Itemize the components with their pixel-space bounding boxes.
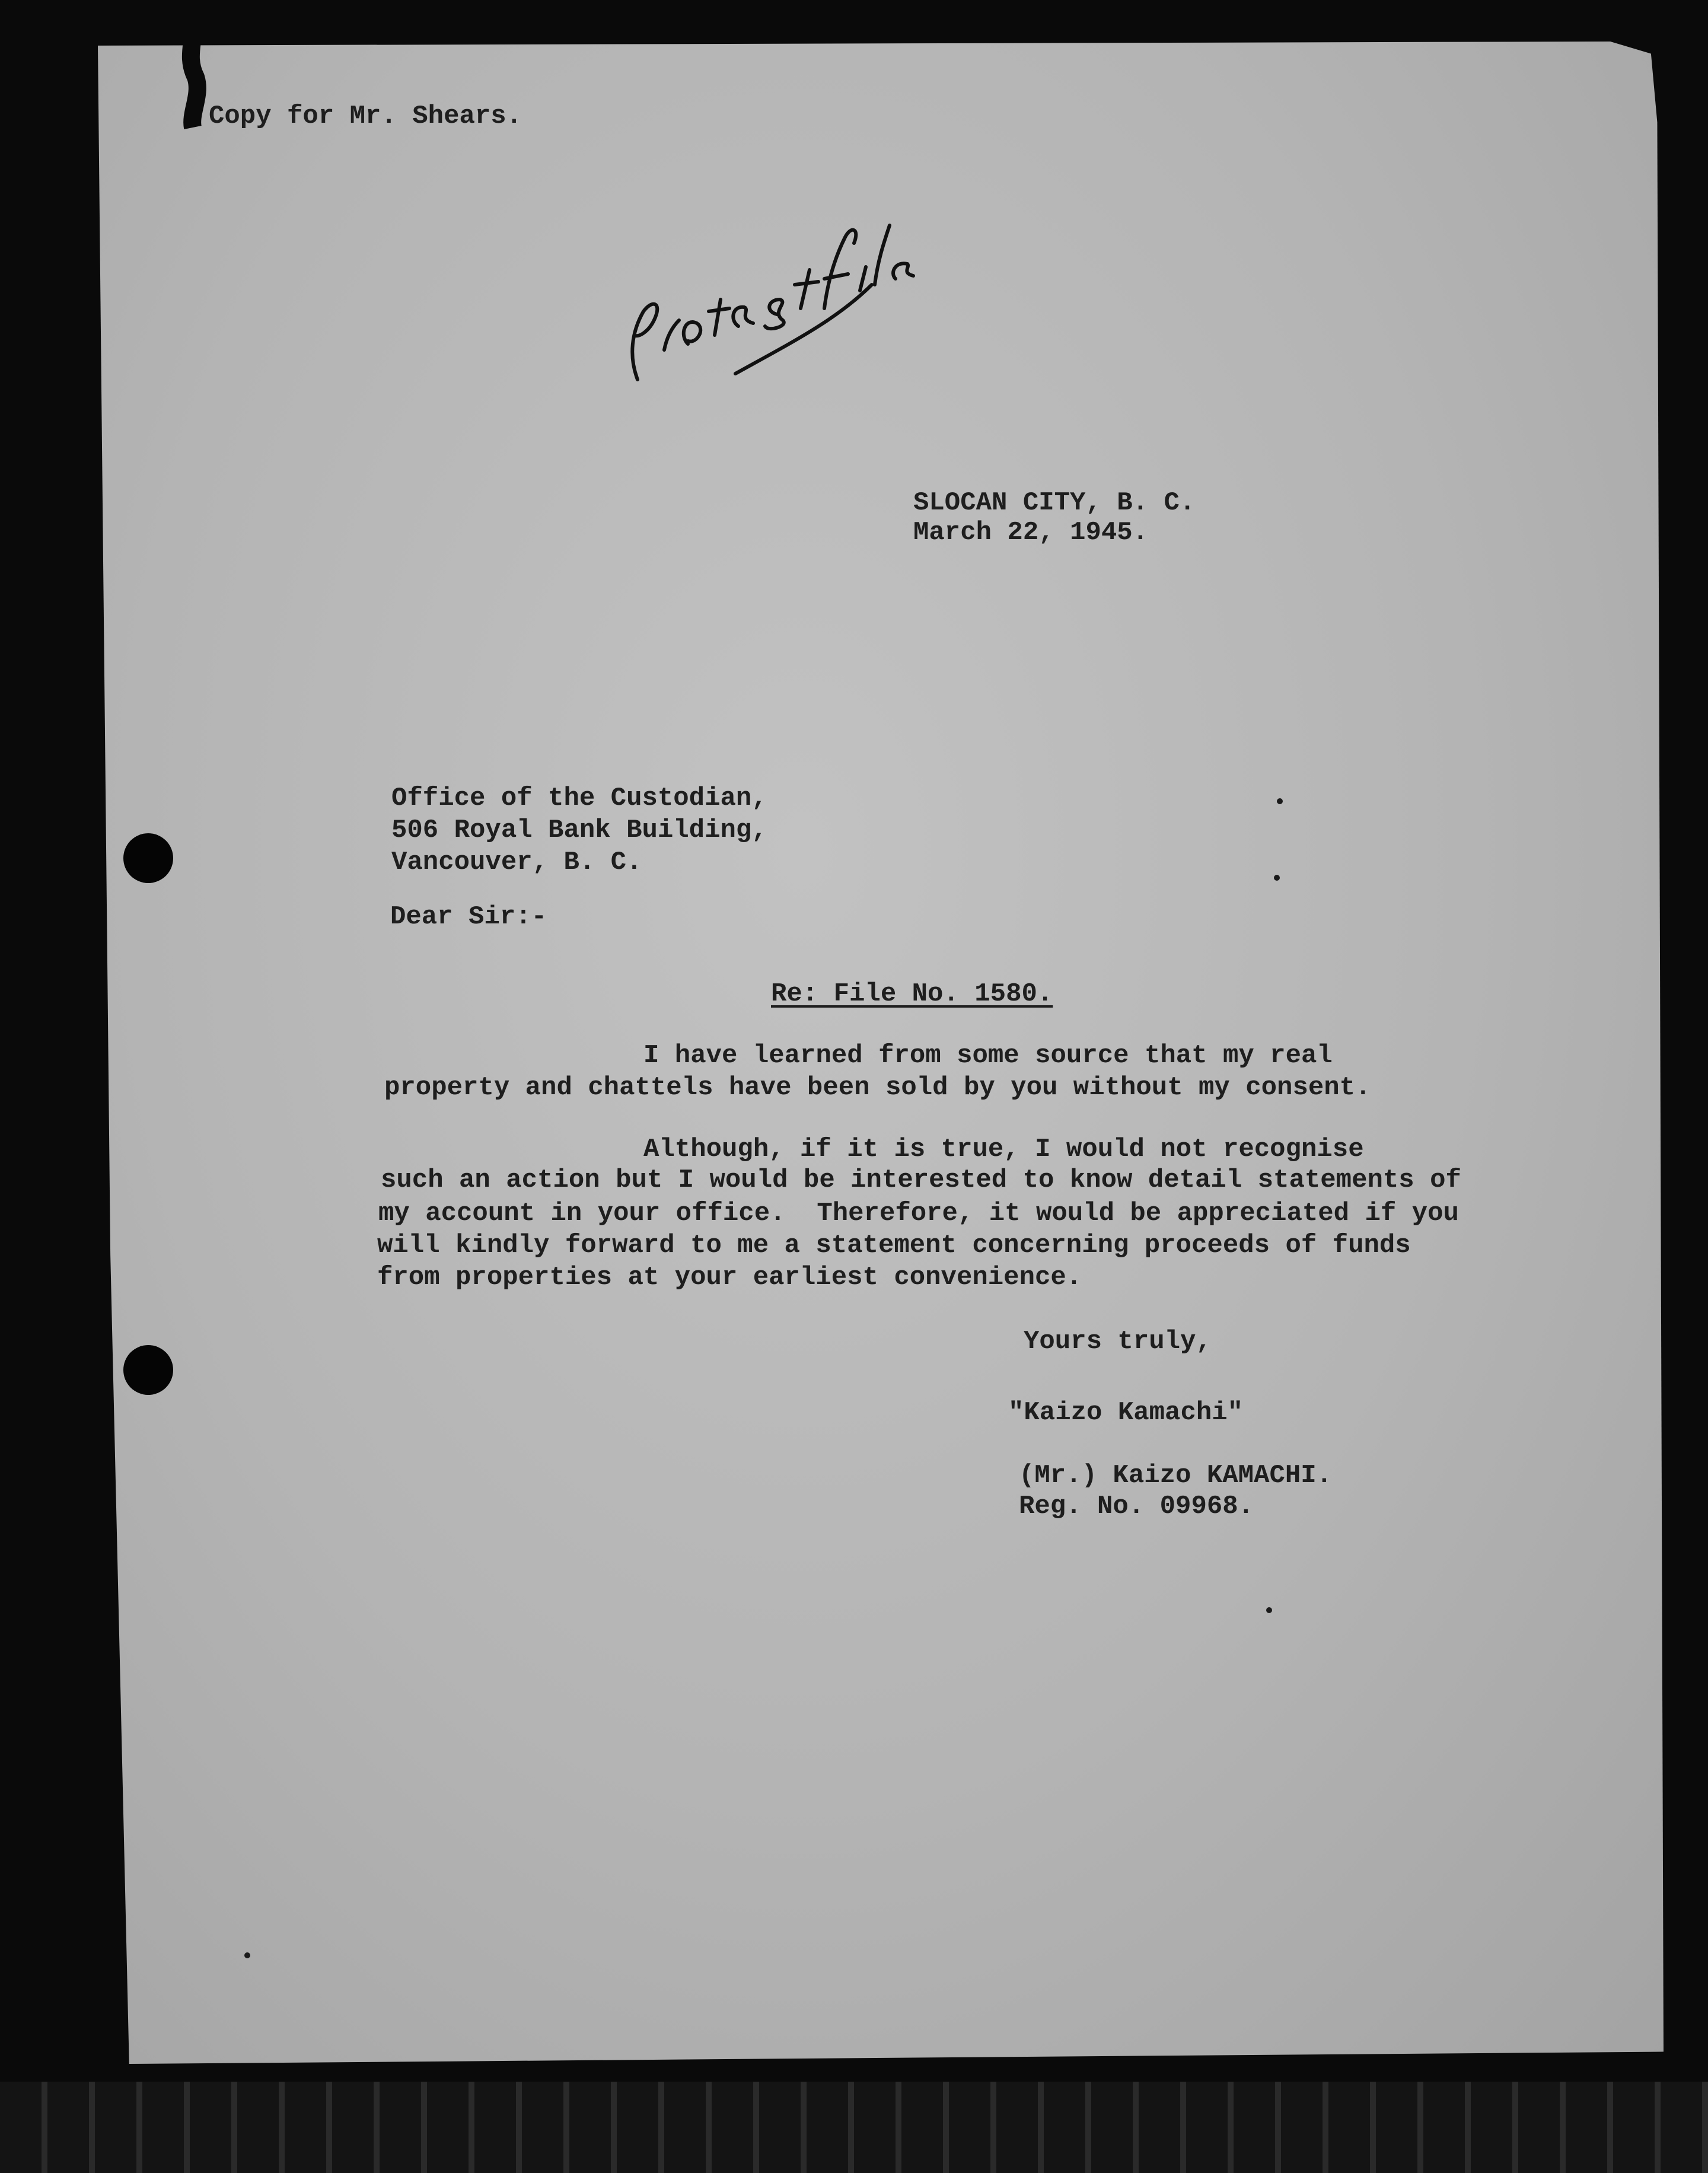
closing: Yours truly, xyxy=(1024,1327,1212,1356)
recipient-line-3: Vancouver, B. C. xyxy=(391,847,642,877)
corner-mark xyxy=(172,12,214,130)
speck xyxy=(1277,798,1283,804)
paragraph-2-line-2: such an action but I would be interested to know detail statements of xyxy=(381,1165,1461,1195)
signer-name: (Mr.) Kaizo KAMACHI. xyxy=(1019,1461,1333,1490)
speck xyxy=(1274,875,1280,881)
paragraph-2-line-3: my account in your office. Therefore, it would be appreciated if you xyxy=(378,1199,1459,1228)
subject-line: Re: File No. 1580. xyxy=(771,979,1053,1009)
sender-place: SLOCAN CITY, B. C. xyxy=(913,488,1196,518)
paragraph-2-line-5: from properties at your earliest convenience. xyxy=(377,1263,1082,1292)
handwritten-annotation xyxy=(611,184,943,409)
signature: "Kaizo Kamachi" xyxy=(1008,1398,1244,1428)
recipient-line-1: Office of the Custodian, xyxy=(391,783,767,813)
paragraph-2-line-1: Although, if it is true, I would not recognise xyxy=(643,1135,1364,1164)
film-edge xyxy=(0,2082,1708,2173)
speck xyxy=(244,1952,250,1958)
punch-hole-top xyxy=(123,833,173,883)
paragraph-1-line-2: property and chattels have been sold by you without my consent. xyxy=(384,1073,1371,1103)
salutation: Dear Sir:- xyxy=(390,902,547,932)
registration-number: Reg. No. 09968. xyxy=(1019,1492,1254,1521)
paragraph-2-line-4: will kindly forward to me a statement concerning proceeds of funds xyxy=(377,1231,1411,1260)
copy-note: Copy for Mr. Shears. xyxy=(209,101,522,131)
letter-date: March 22, 1945. xyxy=(913,518,1149,547)
paragraph-1-line-1: I have learned from some source that my real xyxy=(643,1041,1333,1070)
speck xyxy=(1266,1607,1272,1613)
recipient-line-2: 506 Royal Bank Building, xyxy=(391,815,767,845)
punch-hole-bottom xyxy=(123,1345,173,1395)
